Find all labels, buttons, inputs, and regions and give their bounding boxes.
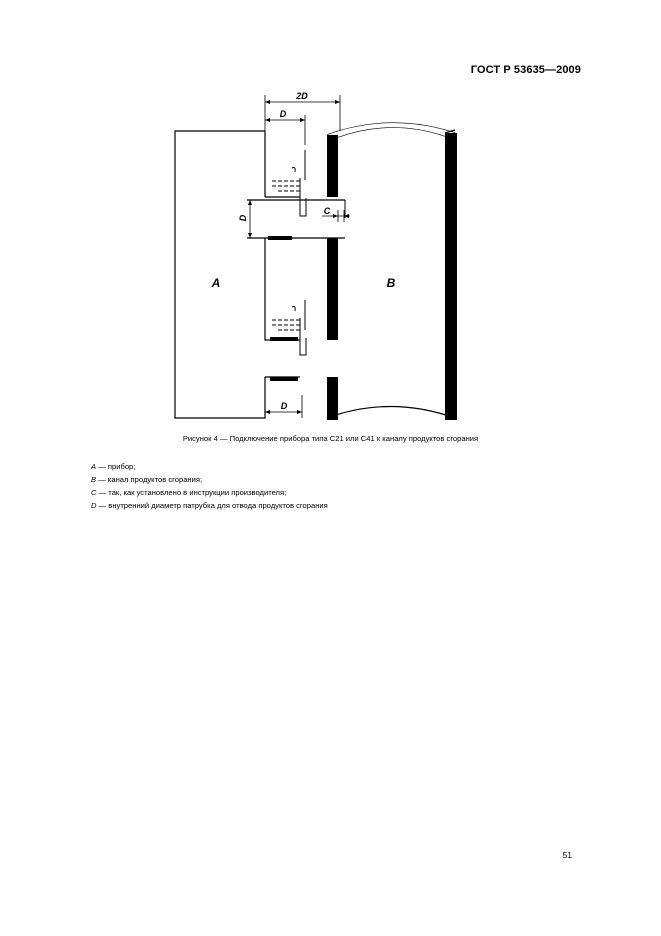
dim-d-upper-label: D [279,109,287,119]
flue-left-wall-3 [327,377,338,420]
seal-bottom [270,377,298,381]
legend-key: А [91,462,97,471]
legend-text: — внутренний диаметр патрубка для отвода продуктов сгорания [96,501,328,510]
legend-key: В [91,475,97,484]
figure-legend [91,460,328,512]
legend-item-b [91,473,328,486]
appliance-outline [175,131,265,418]
legend-key: D [91,501,97,510]
flue-left-wall-2 [327,238,338,340]
flue-right-wall [445,133,457,420]
legend-text: — канал продуктов сгорания; [96,475,203,484]
dim-2d-label: 2D [296,91,308,101]
label-flue-b: B [386,276,396,290]
seal-mid [270,337,298,341]
label-appliance-a: A [211,276,221,290]
legend-item-a [91,460,328,473]
document-header: ГОСТ Р 53635—2009 [470,64,581,76]
connection-diagram [0,0,661,430]
legend-item-d [91,499,328,512]
legend-key: С [91,488,97,497]
upper-terminal-stem [300,178,306,216]
dim-c-label: C [323,206,331,216]
legend-item-c [91,486,328,499]
page-number: 51 [562,850,572,860]
upper-terminal-hook [292,168,295,173]
duct-seal [268,236,292,240]
dim-d-vertical-label: D [238,214,248,222]
lower-terminal-lines [272,320,300,330]
legend-text: — прибор; [96,462,136,471]
upper-terminal-lines [272,181,300,191]
dim-d-lower-label: D [280,401,288,411]
legend-text: — так, как установлено в инструкции производителя; [96,488,287,497]
figure-caption: Рисунок 4 — Подключение прибора типа С21 или С41 к каналу продуктов сгорания [182,434,479,443]
lower-terminal-hook [292,307,295,312]
flue-wall-bottom [327,407,455,419]
dim-d-upper-line [265,115,305,145]
flue-left-wall-1 [327,135,338,197]
appliance-ledge-mid [265,238,300,340]
